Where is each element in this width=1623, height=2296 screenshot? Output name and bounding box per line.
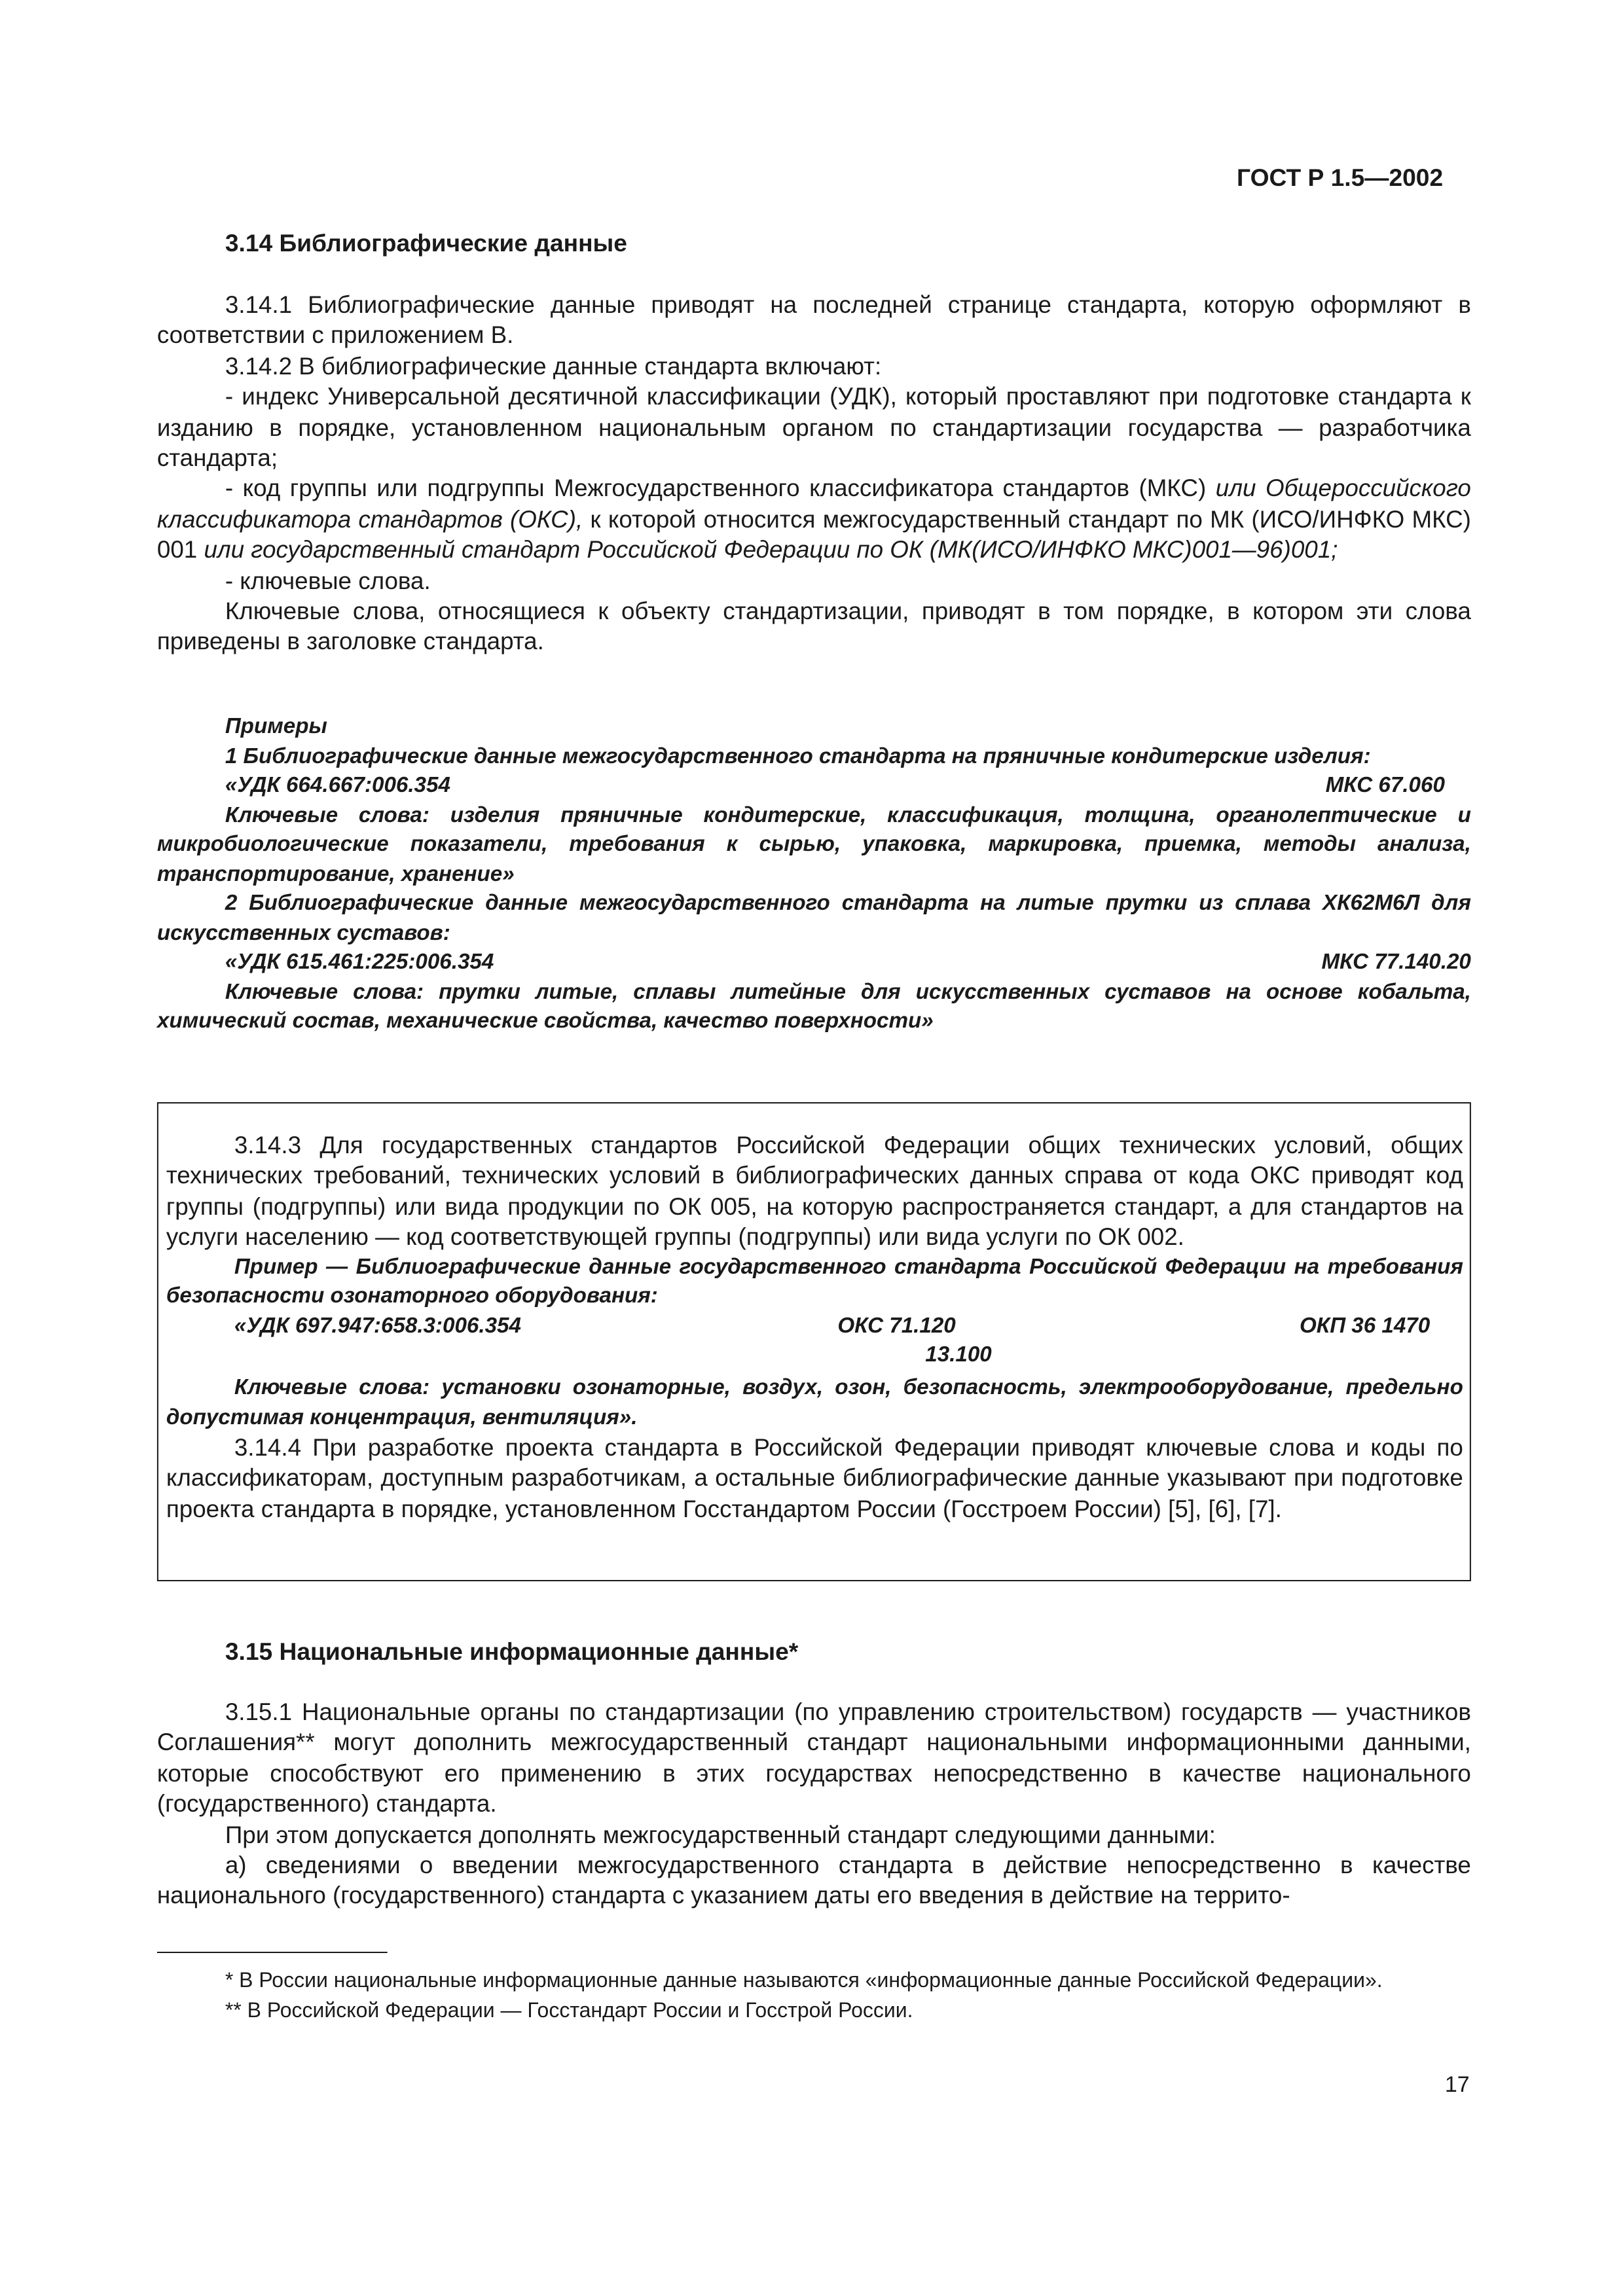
paragraph-3-14-4: 3.14.4 При разработке проекта стандарта в Российской Федерации приводят ключевые слова и коды по классификаторам, доступным разработчикам, а остальные библиографические данные указывают при подготовке проекта стандарта в порядке, установленном Госстандартом России (Госстроем России) [5], [6], [7]. (166, 1433, 1463, 1522)
box-oks-1: ОКС 71.120 (837, 1312, 956, 1338)
example-1-codes (157, 771, 1471, 800)
example-1-mks: МКС 67.060 (1325, 772, 1445, 797)
example-2-title: 2 Библиографические данные межгосударственного стандарта на литые прутки из сплава ХК62М6Л для искусственных суставов: (156, 890, 1471, 944)
box-top-content (166, 1130, 1463, 1371)
bullet-keywords: - ключевые слова. (225, 566, 431, 594)
box-example-title: Пример — Библиографические данные государственного стандарта Российской Федерации на требования безопасности озонаторного оборудования: (166, 1253, 1463, 1308)
page-number: 17 (1444, 2072, 1470, 2097)
paragraph-3-14-1: 3.14.1 Библиографические данные приводят на последней странице стандарта, которую оформляют в соответствии с приложением В. (156, 291, 1471, 349)
example-2-mks: МКС 77.140.20 (1321, 949, 1471, 974)
bullet-mks-italic-1: или Общероссийского классификатора стандартов (ОКС), (156, 474, 1471, 533)
example-2-keywords: Ключевые слова: прутки литые, сплавы литейные для искусственных суставов на основе кобальта, химический состав, механические свойства, качество поверхности» (156, 978, 1471, 1033)
paragraph-additions: При этом допускается дополнять межгосударственный стандарт следующими данными: (225, 1820, 1216, 1848)
footnote-1: * В России национальные информационные данные называются «информационные данные Российской Федерации». (225, 1970, 1383, 1992)
example-1-udk: «УДК 664.667:006.354 (225, 772, 450, 797)
footnote-separator (157, 1952, 388, 1954)
examples-block (157, 712, 1471, 1036)
box-okp: ОКП 36 1470 (1300, 1312, 1431, 1338)
box-example-codes (166, 1311, 1463, 1371)
document-code: ГОСТ Р 1.5—2002 (1237, 164, 1444, 191)
section-3-15-title: 3.15 Национальные информационные данные* (225, 1638, 799, 1665)
footnotes (157, 1966, 1471, 2026)
paragraph-keywords: Ключевые слова, относящиеся к объекту стандартизации, приводят в том порядке, в котором эти слова приведены в заголовке стандарта. (156, 597, 1471, 655)
box-oks-2: 13.100 (925, 1341, 992, 1367)
paragraph-3-14-3: 3.14.3 Для государственных стандартов Российской Федерации общих технических условий, общих технических требований, технических условий в библиографических данных справа от кода ОКС приводят код группы (подгруппы) или вида продукции по ОК 005, на которую распространяется стандарт, а для стандартов на услуги населению — код соответствующей группы (подгруппы) или вида услуги по ОК 002. (166, 1131, 1463, 1251)
bullet-mks (157, 473, 1471, 565)
footnote-2: ** В Российской Федерации — Госстандарт России и Госстрой России. (225, 2000, 913, 2022)
paragraph-3-14-2: 3.14.2 В библиографические данные стандарта включают: (225, 351, 882, 380)
box-keywords: Ключевые слова: установки озонаторные, воздух, озон, безопасность, электрооборудование, предельно допустимая концентрация, вентиляция». (166, 1374, 1463, 1429)
bullet-mks-text-1: - код группы или подгруппы Межгосударственного классификатора стандартов (МКС) (225, 474, 1216, 502)
section-3-14-body (157, 289, 1471, 657)
example-1-keywords: Ключевые слова: изделия пряничные кондитерские, классификация, толщина, органолептические и микробиологические показатели, требования к сырью, упаковка, маркировка, приемка, методы анализа, транспортирование, хранение» (156, 802, 1471, 886)
example-1-title: 1 Библиографические данные межгосударственного стандарта на пряничные кондитерские изделия: (225, 743, 1371, 768)
section-3-15-body (157, 1696, 1471, 1911)
example-2-udk: «УДК 615.461:225:006.354 (225, 949, 494, 974)
bullet-udk: - индекс Универсальной десятичной классификации (УДК), который проставляют при подготовке стандарта к изданию в порядке, установленном национальным органом по стандартизации государства — разработчика стандарта; (156, 382, 1471, 472)
paragraph-item-a: а) сведениями о введении межгосударственного стандарта в действие непосредственно в качестве национального (государственного) стандарта с указанием даты его введения в действие на террито- (156, 1851, 1471, 1909)
examples-label: Примеры (225, 713, 327, 738)
bullet-mks-italic-2: или государственный стандарт Российской Федерации по ОК (МК(ИСО/ИНФКО МКС)001—96)001; (204, 535, 1338, 564)
box-udk: «УДК 697.947:658.3:006.354 (234, 1312, 521, 1338)
bullet-mks-text-2: к которой относится межгосударственный стандарт по МК (ИСО/ИНФКО МКС) 001 (156, 505, 1471, 564)
example-2-codes (157, 948, 1471, 977)
boxed-section (157, 1102, 1471, 1581)
box-bottom-content (166, 1373, 1463, 1524)
paragraph-3-15-1: 3.15.1 Национальные органы по стандартизации (по управлению строительством) государств — участников Соглашения** могут дополнить межгосударственный стандарт национальными информационными данными, которые способствуют его применению в этих государствах непосредственно в качестве национального (государственного) стандарта. (156, 1698, 1471, 1818)
section-3-14-title: 3.14 Библиографические данные (225, 229, 627, 257)
